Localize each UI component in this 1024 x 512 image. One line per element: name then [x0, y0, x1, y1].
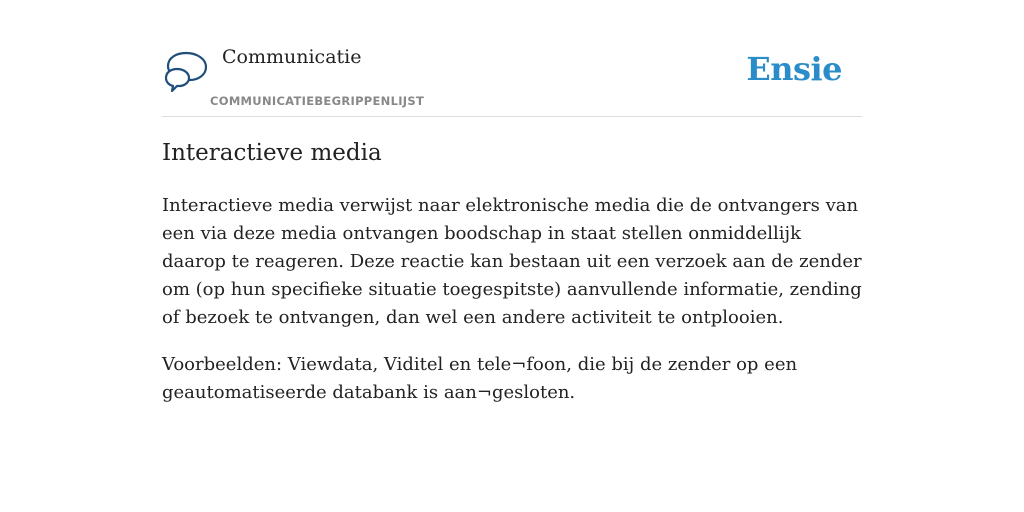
site-header: [162, 0, 862, 117]
page: [162, 0, 862, 403]
article-body: [162, 192, 862, 426]
speech-bubbles-icon[interactable]: [164, 49, 210, 93]
site-title[interactable]: Communicatie: [222, 46, 362, 68]
ensie-logo[interactable]: Ensie: [746, 50, 842, 88]
paragraph-examples: Voorbeelden: Viewdata, Viditel en tele¬foon, die bij de zender op een geautomatiseerde databank is aan¬gesloten.: [162, 354, 798, 403]
category-subtitle[interactable]: COMMUNICATIEBEGRIPPENLIJST: [210, 94, 425, 108]
paragraph-definition: Interactieve media verwijst naar elektronische media die de ontvangers van een via deze media ontvangen boodschap in staat stellen onmiddellijk daarop te reageren. Deze reactie kan bestaan uit een verzoek aan de zender om (op hun specifieke situatie toegespitste) aanvullende informatie, zending of bezoek te ontvangen, dan wel een andere activiteit te ontplooien.: [162, 195, 862, 328]
page-title: Interactieve media: [162, 140, 382, 166]
